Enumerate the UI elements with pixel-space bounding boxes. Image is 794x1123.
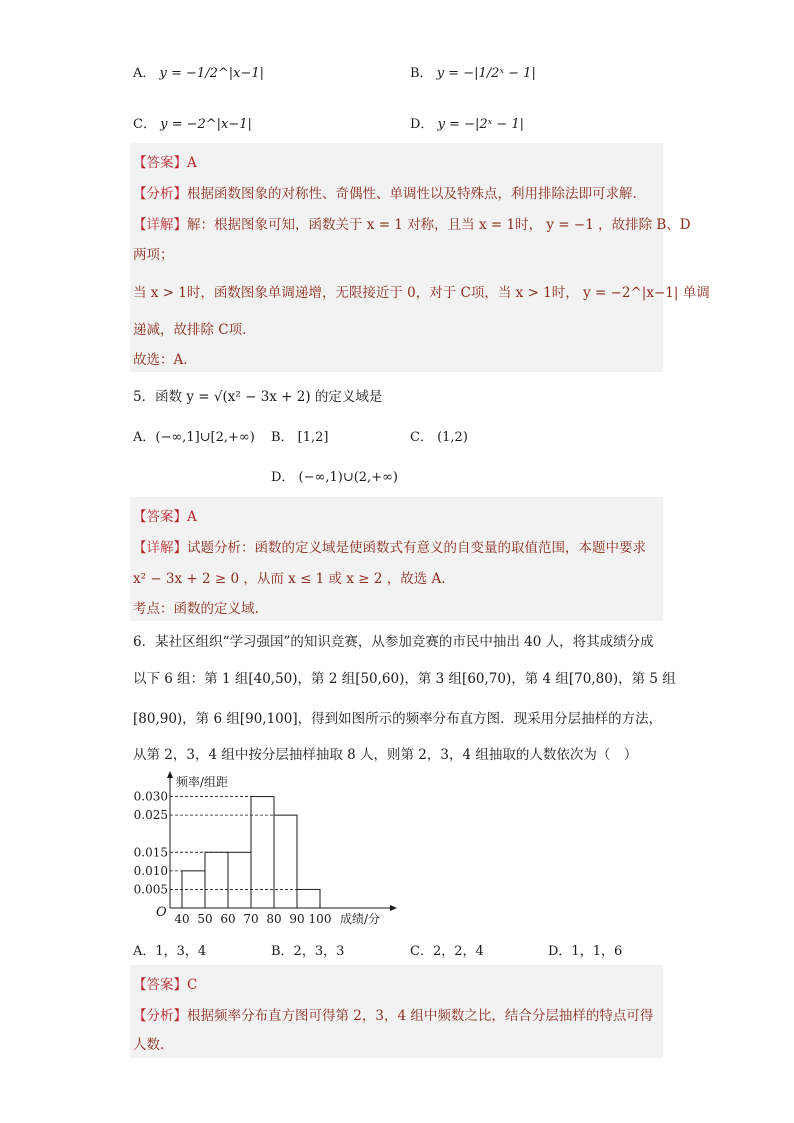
detail-tag: 【详解】	[133, 540, 187, 556]
option-expr: y = −|2ˣ − 1|	[437, 117, 525, 132]
answer-tag: 【答案】	[133, 509, 187, 525]
analysis-text: 根据频率分布直方图可得第 2，3，4 组中频数之比，结合分层抽样的特点可得	[187, 1008, 654, 1024]
q4-detail-line-2: 两项；	[133, 247, 174, 263]
x-axis-arrow	[390, 905, 397, 911]
option-expr: y = −2^|x−1|	[160, 117, 252, 132]
q6-option-c: C．2，2，4	[410, 944, 484, 959]
q4-option-d	[410, 113, 524, 132]
x-axis-label: 成绩/分	[340, 912, 381, 926]
x-tick-label: 80	[266, 912, 282, 926]
analysis-text: 根据函数图象的对称性、奇偶性、单调性以及特殊点，利用排除法即可求解.	[187, 186, 637, 202]
x-tick-label: 70	[243, 912, 259, 926]
q4-detail-line-1	[133, 213, 691, 233]
y-tick-label: 0.005	[133, 882, 168, 897]
q6-answer-box	[130, 965, 663, 1058]
q6-stem-line-4: 从第 2，3，4 组中按分层抽样抽取 8 人，则第 2，3，4 组抽取的人数依次为（ ）	[133, 747, 638, 763]
x-tick-label: 60	[220, 912, 236, 926]
histogram-bar	[228, 852, 251, 908]
q5-answer-box	[130, 497, 663, 621]
analysis-tag: 【分析】	[133, 186, 187, 202]
histogram-bar	[251, 797, 274, 908]
detail-text: 试题分析：函数的定义域是使函数式有意义的自变量的取值范围，本题中要求	[187, 540, 646, 556]
y-tick-label: 0.015	[133, 845, 168, 860]
detail-text: 解：根据图象可知，函数关于 x = 1 对称，且当 x = 1时， y = −1 ，故排除 B、D	[187, 217, 691, 233]
q6-answer-line	[133, 973, 197, 993]
option-label: C．	[133, 117, 156, 132]
q6-option-d: D．1，1，6	[548, 944, 623, 959]
detail-tag: 【详解】	[133, 217, 187, 233]
q6-option-a: A．1，3，4	[133, 944, 207, 959]
histogram-bar	[274, 815, 297, 908]
y-tick-label: 0.025	[133, 808, 168, 823]
q4-detail-line-4: 递减，故排除 C项.	[133, 322, 247, 338]
x-tick-label: 100	[308, 912, 332, 926]
histogram-bar	[205, 852, 228, 908]
x-tick-label: 40	[174, 912, 190, 926]
q6-stem-line-2: 以下 6 组：第 1 组[40,50)，第 2 组[50,60)，第 3 组[60,70)，第 4 组[70,80)，第 5 组	[133, 671, 676, 687]
q5-kaodian: 考点：函数的定义域.	[133, 601, 259, 617]
q6-stem-line-1: 6．某社区组织“学习强国”的知识竞赛，从参加竞赛的市民中抽出 40 人，将其成绩分成	[133, 634, 654, 650]
y-tick-label: 0.030	[133, 789, 168, 804]
q4-option-b	[410, 62, 536, 81]
q6-option-b: B．2，3，3	[271, 944, 345, 959]
histogram-bar	[297, 889, 320, 908]
answer-tag: 【答案】	[133, 977, 187, 993]
q5-option-b: B． [1,2]	[271, 430, 329, 445]
q5-option-d: D． (−∞,1)∪(2,+∞)	[271, 470, 398, 485]
q6-analysis-line-2: 人数.	[133, 1037, 165, 1053]
y-axis-label: 频率/组距	[176, 775, 229, 789]
origin-label: O	[156, 905, 167, 920]
y-tick-label: 0.010	[133, 863, 168, 878]
answer-value: A	[187, 509, 197, 525]
q5-option-c: C． (1,2)	[410, 430, 468, 445]
option-label: B．	[410, 66, 433, 81]
q4-detail-line-3: 当 x > 1时，函数图象单调递增，无限接近于 0，对于 C项，当 x > 1时， y = −2^|x−1| 单调	[133, 285, 710, 301]
q6-analysis-line-1	[133, 1004, 653, 1024]
q5-detail-line-2: x² − 3x + 2 ≥ 0 ，从而 x ≤ 1 或 x ≥ 2 ，故选 A.	[133, 571, 446, 587]
x-tick-label: 50	[197, 912, 213, 926]
q5-stem: 5．函数 y = √(x² − 3x + 2) 的定义域是	[133, 389, 383, 405]
frequency-histogram	[128, 770, 398, 932]
answer-value: A	[187, 155, 197, 171]
q4-option-c	[133, 113, 252, 132]
answer-value: C	[187, 977, 198, 993]
option-expr: y = −1/2^|x−1|	[159, 66, 264, 81]
q4-conclusion: 故选：A.	[133, 352, 188, 368]
x-tick-label: 90	[289, 912, 305, 926]
answer-tag: 【答案】	[133, 155, 187, 171]
analysis-tag: 【分析】	[133, 1008, 187, 1024]
q5-answer-line	[133, 505, 197, 525]
q6-stem-line-3: [80,90)，第 6 组[90,100]，得到如图所示的频率分布直方图．现采用分层抽样的方法，	[133, 711, 663, 727]
y-axis-arrow	[167, 771, 173, 778]
q5-detail-line-1	[133, 536, 646, 556]
histogram-svg	[128, 770, 398, 932]
q4-answer-box	[130, 143, 710, 372]
option-label: D．	[410, 117, 434, 132]
q5-option-a: A．(−∞,1]∪[2,+∞)	[133, 430, 255, 445]
q4-analysis-line	[133, 182, 637, 202]
q4-answer-line	[133, 151, 197, 171]
option-label: A．	[133, 66, 156, 81]
option-expr: y = −|1/2ˣ − 1|	[436, 66, 536, 81]
q4-option-a	[133, 62, 264, 81]
